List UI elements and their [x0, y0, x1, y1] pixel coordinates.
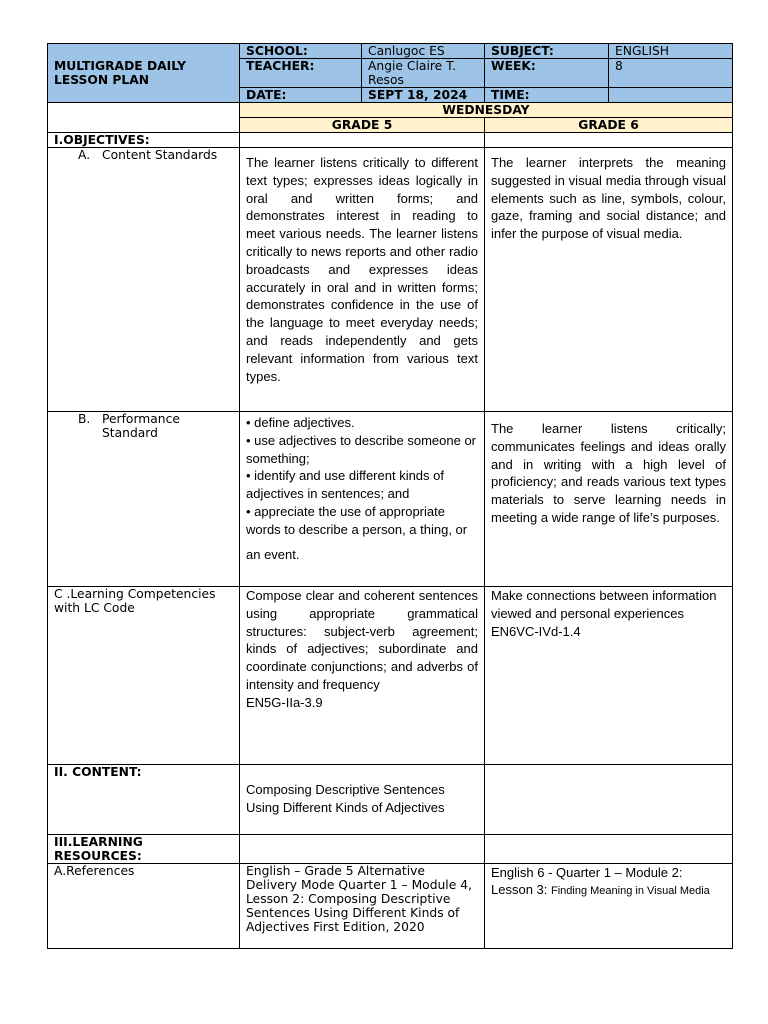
blank-header-cell — [48, 103, 240, 133]
school-value: Canlugoc ES — [362, 44, 485, 59]
performance-standard-grade6: The learner listens critically; communicates feelings and ideas orally and in writing with a high level of proficiency; and reads various text types materials to serve learning needs in meeting a wide range of life’s purposes. — [485, 412, 733, 587]
performance-standard-label-cell — [48, 412, 240, 587]
content-standards-num: A. — [78, 148, 91, 162]
ps-item: • identify and use different kinds of adjectives in sentences; and — [246, 468, 444, 502]
lc-grade6-text: Make connections between information viewed and personal experiences — [491, 588, 717, 621]
references-grade5: English – Grade 5 Alternative Delivery Mode Quarter 1 – Module 4, Lesson 2: Composing Descriptive Sentences Using Different Kinds of Adjectives First Edition, 2020 — [240, 864, 485, 949]
content-standards-label: Content Standards — [102, 148, 218, 162]
resources-grade6-blank — [485, 835, 733, 864]
ps-item: • appreciate the use of appropriate words to describe a person, a thing, or — [246, 503, 468, 537]
grade6-heading: GRADE 6 — [485, 118, 733, 133]
date-label: DATE: — [240, 88, 362, 103]
content-label: II. CONTENT: — [48, 765, 240, 835]
school-label: SCHOOL: — [240, 44, 362, 59]
learning-competencies-grade5 — [240, 587, 485, 765]
content-standards-grade6: The learner interprets the meaning suggested in visual media through visual elements such as line, symbols, colour, gaze, framing and social distance; and infer the purpose of visual media. — [485, 148, 733, 412]
plan-title: MULTIGRADE DAILY LESSON PLAN — [48, 44, 240, 103]
performance-standard-num: B. — [78, 412, 91, 426]
week-label: WEEK: — [485, 59, 609, 88]
lc-grade6-code: EN6VC-IVd-1.4 — [491, 623, 581, 639]
performance-standard-grade5 — [240, 412, 485, 587]
references-grade6 — [485, 864, 733, 949]
references-grade6-main: English 6 - Quarter 1 – Module 2: Lesson 3: — [491, 865, 683, 897]
ps-item-tail: an event. — [246, 546, 300, 562]
day-label: WEDNESDAY — [240, 103, 733, 118]
lesson-plan-table — [47, 43, 733, 949]
learning-competencies-label: C .Learning Competencies with LC Code — [48, 587, 240, 765]
resources-grade5-blank — [240, 835, 485, 864]
ps-item: • define adjectives. — [246, 415, 355, 430]
content-grade5: Composing Descriptive Sentences Using Different Kinds of Adjectives — [240, 765, 485, 835]
references-grade6-small: Finding Meaning in Visual Media — [551, 885, 710, 897]
content-standards-grade5: The learner listens critically to different text types; expresses ideas logically in oral and written forms; and demonstrates interest in reading to meet various needs. The learner listens critically to news reports and other radio broadcasts and expresses ideas accurately in oral and in written forms; demonstrates confidence in the use of the language to meet everyday needs; and reads independently and gets relevant information from various text types. — [240, 148, 485, 412]
subject-label: SUBJECT: — [485, 44, 609, 59]
objectives-grade6-blank — [485, 133, 733, 148]
date-value: SEPT 18, 2024 — [362, 88, 485, 103]
ps-item: • use adjectives to describe someone or something; — [246, 432, 477, 466]
objectives-grade5-blank — [240, 133, 485, 148]
subject-value: ENGLISH — [609, 44, 733, 59]
teacher-label: TEACHER: — [240, 59, 362, 88]
content-grade6 — [485, 765, 733, 835]
learning-resources-label: III.LEARNING RESOURCES: — [48, 835, 240, 864]
lc-grade5-code: EN5G-IIa-3.9 — [246, 694, 323, 710]
lc-grade5-text: Compose clear and coherent sentences using appropriate grammatical structures: subject-verb agreement; kinds of adjectives; subordinate and coordinate conjunctions; and adverbs of intensity and frequency — [246, 588, 478, 692]
grade5-heading: GRADE 5 — [240, 118, 485, 133]
performance-standard-label: Performance Standard — [102, 412, 180, 440]
time-value — [609, 88, 733, 103]
week-value: 8 — [609, 59, 733, 88]
time-label: TIME: — [485, 88, 609, 103]
content-standards-label-cell — [48, 148, 240, 412]
learning-competencies-grade6 — [485, 587, 733, 765]
references-label: A.References — [48, 864, 240, 949]
teacher-value: Angie Claire T. Resos — [362, 59, 485, 88]
objectives-label: I.OBJECTIVES: — [48, 133, 240, 148]
